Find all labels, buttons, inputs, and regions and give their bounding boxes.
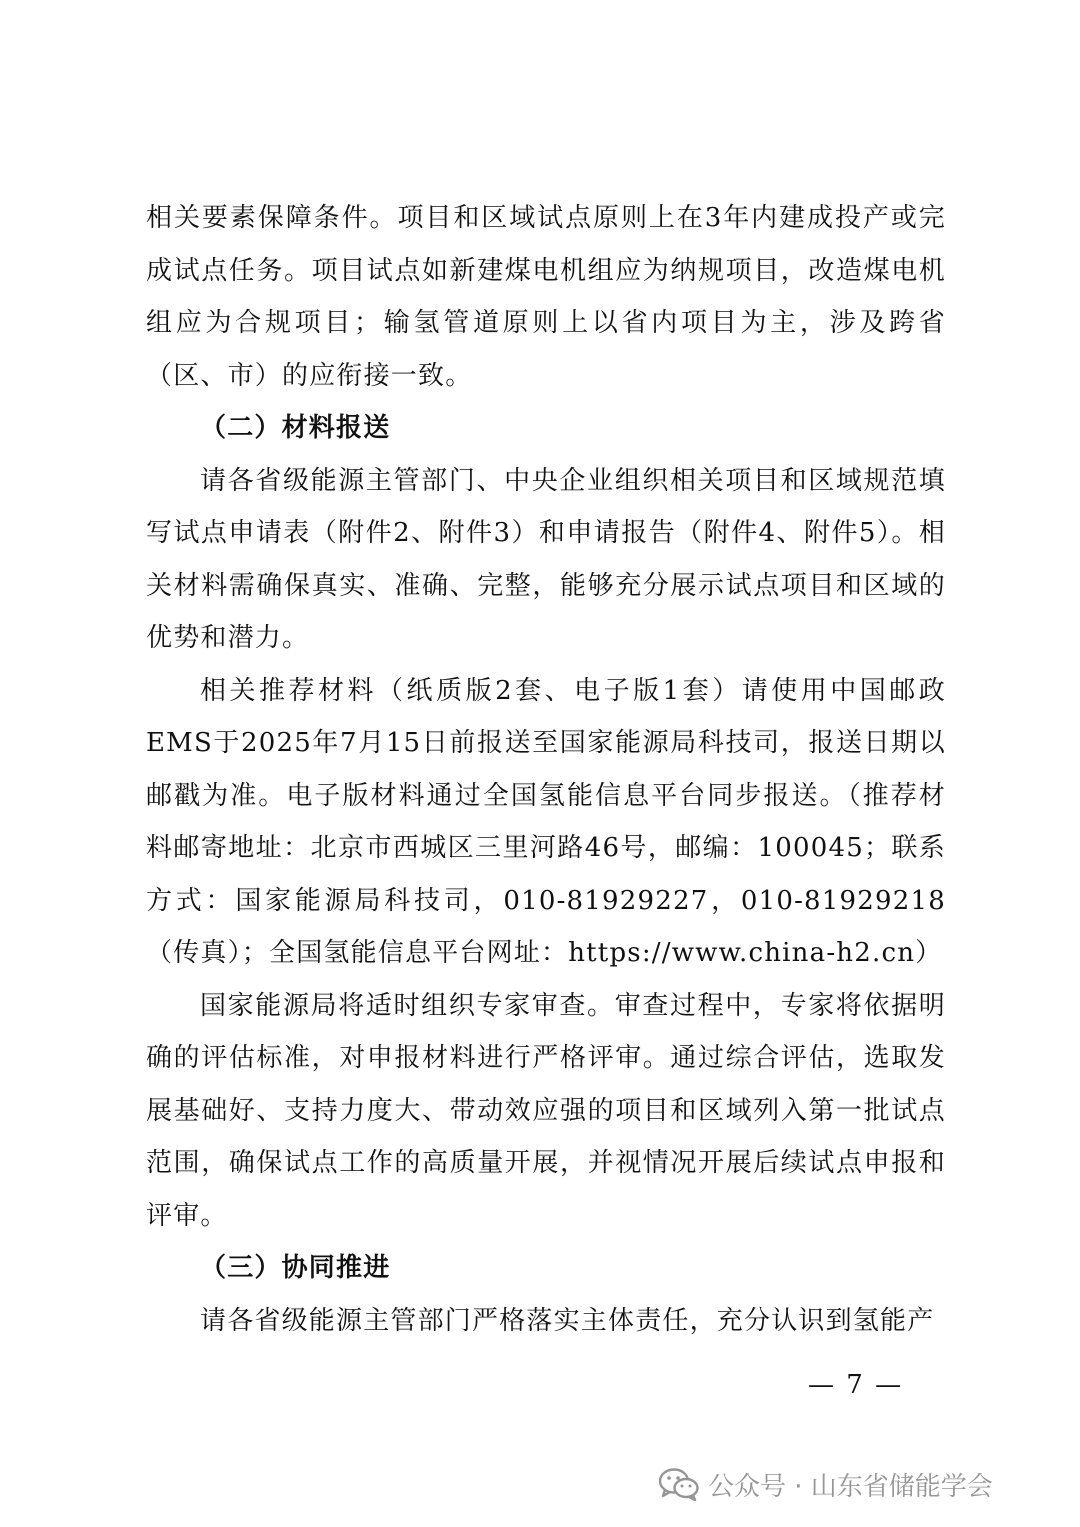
document-body	[146, 192, 946, 1347]
paragraph-materials: 请各省级能源主管部门、中央企业组织相关项目和区域规范填写试点申请表（附件2、附件3）和申请报告（附件4、附件5）。相关材料需确保真实、准确、完整，能够充分展示试点项目和区域的优势和潜力。	[146, 465, 946, 653]
watermark-text: 公众号 · 山东省储能学会	[708, 1471, 993, 1502]
watermark	[658, 1462, 993, 1506]
section-heading-coordination: （三）协同推进	[200, 1253, 391, 1283]
paragraph-submission: 相关推荐材料（纸质版2套、电子版1套）请使用中国邮政EMS于2025年7月15日前报送至国家能源局科技司，报送日期以邮戳为准。电子版材料通过全国氢能信息平台同步报送。（推荐材料邮寄地址：北京市西城区三里河路46号，邮编：100045；联系方式：国家能源局科技司，010-81929227，010-81929218（传真）；全国氢能信息平台网址：https://www.china-h2.cn）	[146, 675, 946, 968]
paragraph-conditions: 相关要素保障条件。项目和区域试点原则上在3年内建成投产或完成试点任务。项目试点如新建煤电机组应为纳规项目，改造煤电机组应为合规项目；输氢管道原则上以省内项目为主，涉及跨省（区、市）的应衔接一致。	[146, 203, 946, 391]
section-heading-materials: （二）材料报送	[200, 413, 391, 443]
wechat-icon	[658, 1467, 700, 1501]
paragraph-review: 国家能源局将适时组织专家审查。审查过程中，专家将依据明确的评估标准，对申报材料进行严格评审。通过综合评估，选取发展基础好、支持力度大、带动效应强的项目和区域列入第一批试点范围，确保试点工作的高质量开展，并视情况开展后续试点申报和评审。	[146, 990, 946, 1231]
page-number: — 7 —	[808, 1370, 904, 1400]
paragraph-coordination: 请各省级能源主管部门严格落实主体责任，充分认识到氢能产	[200, 1305, 935, 1336]
